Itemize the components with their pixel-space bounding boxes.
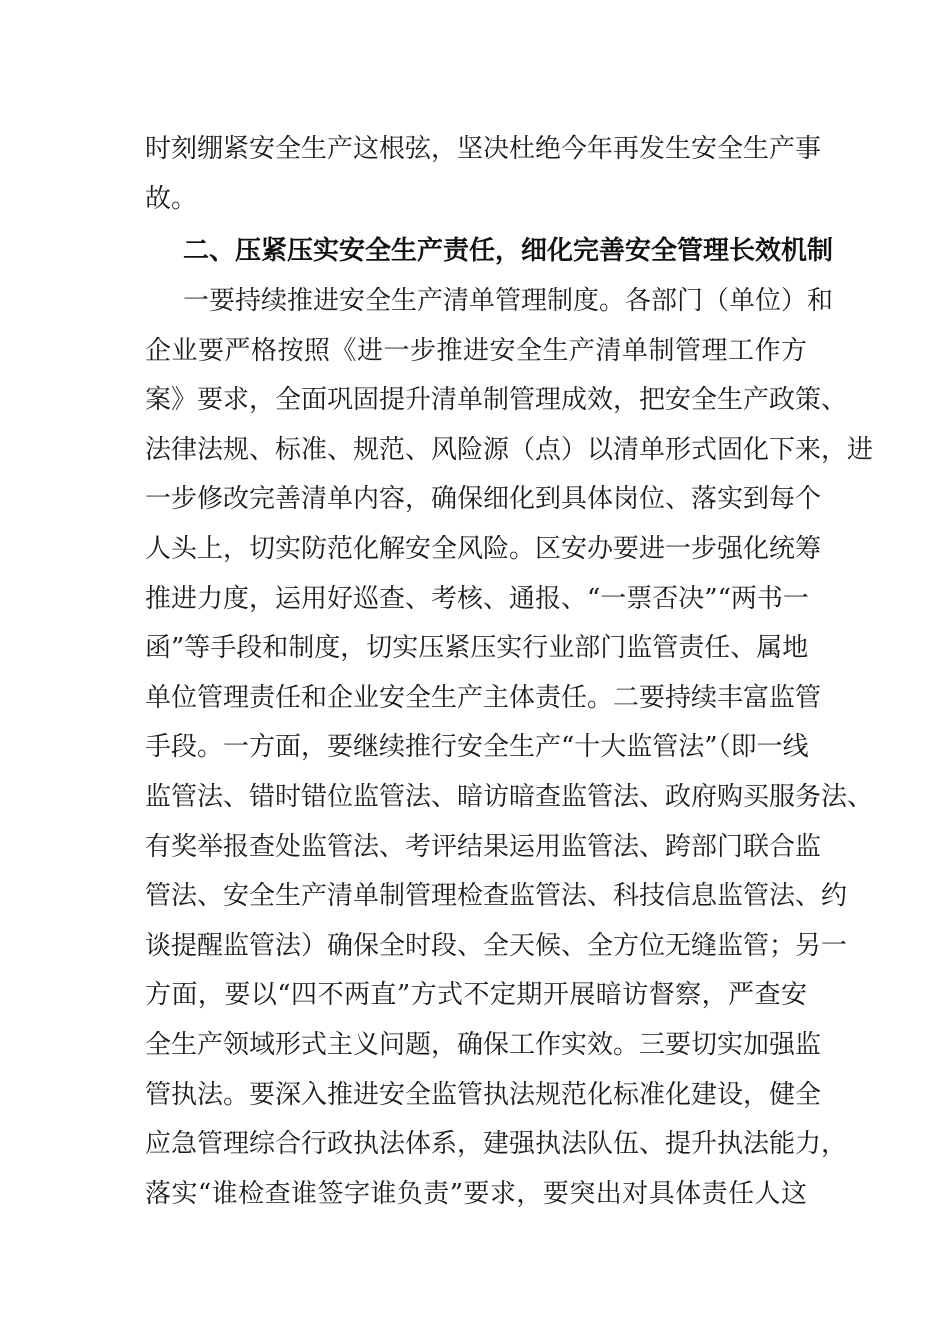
- text-line: 管法、安全生产清单制管理检查监管法、科技信息监管法、约: [145, 881, 848, 912]
- text-line: 全生产领域形式主义问题，确保工作实效。三要切实加强监: [145, 1029, 822, 1060]
- text-line: 有奖举报查处监管法、考评结果运用监管法、跨部门联合监: [145, 831, 822, 862]
- text-line: 方面，要以“四不两直”方式不定期开展暗访督察，严查安: [145, 980, 807, 1011]
- text-line: 推进力度，运用好巡查、考核、通报、“一票否决”“两书一: [145, 583, 809, 614]
- text-line: 人头上，切实防范化解安全风险。区安办要进一步强化统筹: [145, 533, 822, 564]
- text-line: 法律法规、标准、规范、风险源（点）以清单形式固化下来，进: [145, 434, 874, 465]
- text-line: 案》要求，全面巩固提升清单制管理成效，把安全生产政策、: [145, 385, 848, 416]
- text-line: 管执法。要深入推进安全监管执法规范化标准化建设，健全: [145, 1079, 822, 1110]
- text-line: 企业要严格按照《进一步推进安全生产清单制管理工作方: [145, 335, 807, 366]
- text-line: 应急管理综合行政执法体系，建强执法队伍、提升执法能力，: [145, 1129, 848, 1160]
- paragraph-continuation: [145, 125, 822, 224]
- text-line: 时刻绷紧安全生产这根弦，坚决杜绝今年再发生安全生产事: [145, 134, 822, 164]
- text-line: 谈提醒监管法）确保全时段、全天候、全方位无缝监管；另一: [145, 930, 848, 961]
- paragraph-body: [145, 277, 874, 1219]
- text-line: 一要持续推进安全生产清单管理制度。各部门（单位）和: [183, 286, 834, 316]
- text-line: 一步修改完善清单内容，确保细化到具体岗位、落实到每个: [145, 484, 822, 515]
- text-line: 监管法、错时错位监管法、暗访暗查监管法、政府购买服务法、: [145, 781, 874, 812]
- text-line: 手段。一方面，要继续推行安全生产“十大监管法”（即一线: [145, 732, 809, 763]
- text-line: 故。: [145, 183, 198, 214]
- text-line: 函”等手段和制度，切实压紧压实行业部门监管责任、属地: [145, 633, 809, 664]
- text-line: 单位管理责任和企业安全生产主体责任。二要持续丰富监管: [145, 682, 822, 713]
- section-heading: 二、压紧压实安全生产责任，细化完善安全管理长效机制: [183, 236, 834, 266]
- text-line: 落实“谁检查谁签字谁负责”要求，要突出对具体责任人这: [145, 1178, 807, 1209]
